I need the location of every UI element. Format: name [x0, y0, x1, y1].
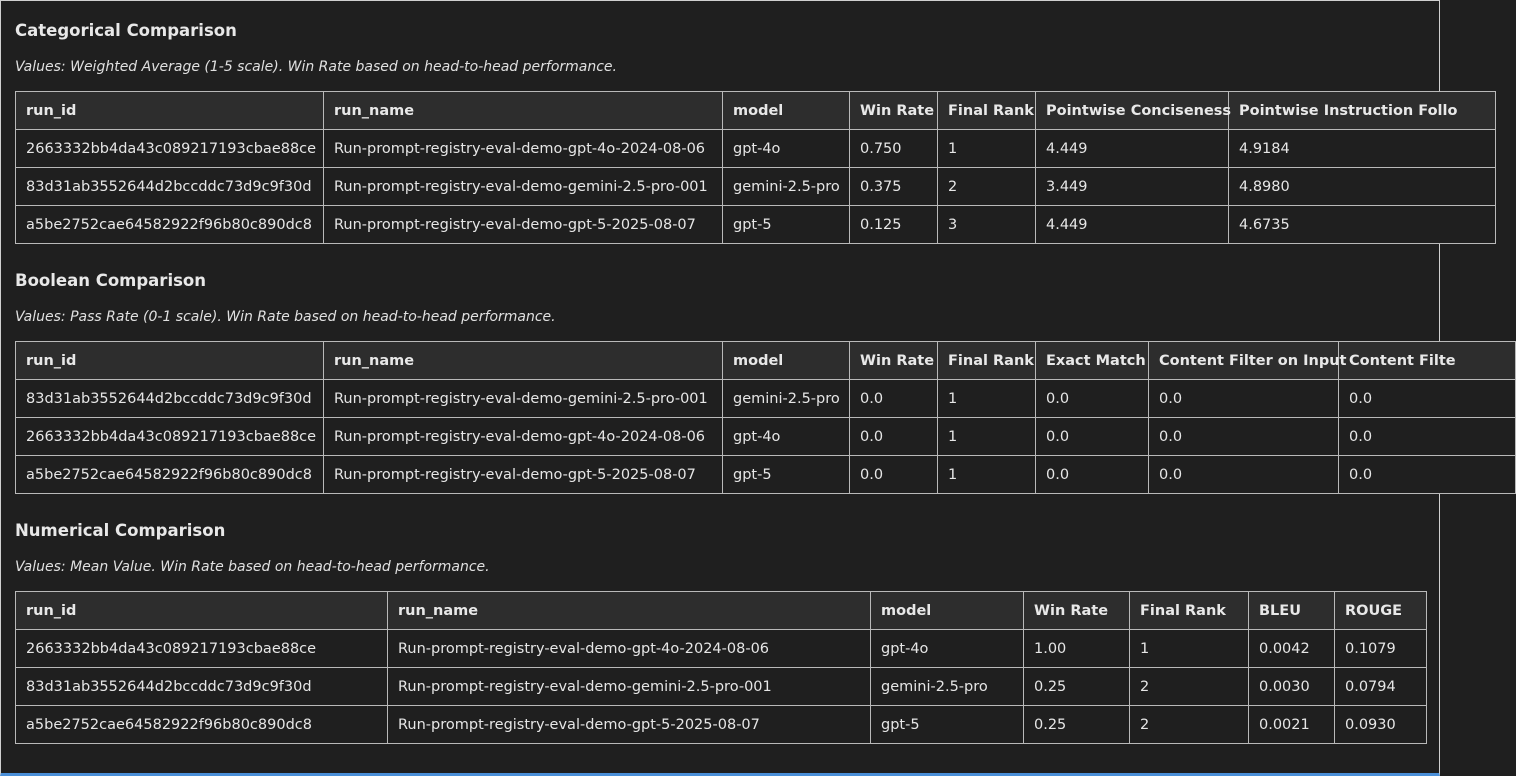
- table-row: [16, 206, 1496, 244]
- table-cell: 83d31ab3552644d2bccddc73d9c9f30d: [16, 380, 324, 418]
- table-cell: 1: [938, 380, 1036, 418]
- boolean-comparison-title: Boolean Comparison: [15, 271, 206, 290]
- table-header-row: [16, 592, 1427, 630]
- table-cell: 0.0: [1339, 456, 1516, 494]
- table-cell: 0.0: [1036, 418, 1149, 456]
- table-cell: 1: [938, 418, 1036, 456]
- column-header[interactable]: BLEU: [1249, 592, 1335, 630]
- column-header[interactable]: run_id: [16, 342, 324, 380]
- table-cell: 0.0: [1036, 380, 1149, 418]
- table-cell: gpt-4o: [723, 418, 850, 456]
- table-cell: 0.0042: [1249, 630, 1335, 668]
- table-header-row: [16, 342, 1516, 380]
- table-cell: 83d31ab3552644d2bccddc73d9c9f30d: [16, 168, 324, 206]
- table-cell: gpt-5: [871, 706, 1024, 744]
- column-header[interactable]: Pointwise Conciseness: [1036, 92, 1229, 130]
- table-cell: 0.0: [850, 456, 938, 494]
- categorical-comparison-title: Categorical Comparison: [15, 21, 237, 40]
- column-header[interactable]: Win Rate: [850, 342, 938, 380]
- column-header[interactable]: Content Filter on Input: [1149, 342, 1339, 380]
- table-cell: 0.375: [850, 168, 938, 206]
- table-cell: gemini-2.5-pro: [723, 168, 850, 206]
- table-cell: Run-prompt-registry-eval-demo-gemini-2.5-pro-001: [324, 168, 723, 206]
- table-cell: 0.25: [1024, 706, 1130, 744]
- table-cell: a5be2752cae64582922f96b80c890dc8: [16, 206, 324, 244]
- table-row: [16, 630, 1427, 668]
- table-cell: Run-prompt-registry-eval-demo-gemini-2.5-pro-001: [388, 668, 871, 706]
- column-header[interactable]: run_name: [388, 592, 871, 630]
- table-cell: 1: [938, 456, 1036, 494]
- table-cell: Run-prompt-registry-eval-demo-gpt-4o-2024-08-06: [324, 418, 723, 456]
- column-header[interactable]: model: [871, 592, 1024, 630]
- table-cell: 0.0: [1339, 380, 1516, 418]
- column-header[interactable]: ROUGE: [1335, 592, 1427, 630]
- column-header[interactable]: Exact Match: [1036, 342, 1149, 380]
- table-cell: 2: [1130, 706, 1249, 744]
- table-cell: Run-prompt-registry-eval-demo-gpt-5-2025-08-07: [324, 456, 723, 494]
- column-header[interactable]: model: [723, 342, 850, 380]
- table-cell: 0.1079: [1335, 630, 1427, 668]
- column-header[interactable]: run_id: [16, 92, 324, 130]
- table-cell: 0.0: [850, 418, 938, 456]
- table-row: [16, 418, 1516, 456]
- table-cell: 2: [1130, 668, 1249, 706]
- column-header[interactable]: Final Rank: [1130, 592, 1249, 630]
- table-cell: Run-prompt-registry-eval-demo-gemini-2.5-pro-001: [324, 380, 723, 418]
- numerical-comparison-note: Values: Mean Value. Win Rate based on head-to-head performance.: [15, 559, 490, 575]
- column-header[interactable]: model: [723, 92, 850, 130]
- table-cell: Run-prompt-registry-eval-demo-gpt-5-2025-08-07: [388, 706, 871, 744]
- table-cell: 83d31ab3552644d2bccddc73d9c9f30d: [16, 668, 388, 706]
- table-cell: gpt-5: [723, 456, 850, 494]
- numerical-comparison-table: [15, 591, 1427, 744]
- table-cell: 4.9184: [1229, 130, 1496, 168]
- column-header[interactable]: run_name: [324, 92, 723, 130]
- table-cell: 1.00: [1024, 630, 1130, 668]
- table-cell: 0.25: [1024, 668, 1130, 706]
- column-header[interactable]: Win Rate: [850, 92, 938, 130]
- table-cell: gemini-2.5-pro: [871, 668, 1024, 706]
- table-row: [16, 456, 1516, 494]
- table-cell: 2663332bb4da43c089217193cbae88ce: [16, 630, 388, 668]
- table-row: [16, 168, 1496, 206]
- table-cell: 4.449: [1036, 130, 1229, 168]
- table-cell: 0.125: [850, 206, 938, 244]
- boolean-comparison-note: Values: Pass Rate (0-1 scale). Win Rate based on head-to-head performance.: [15, 309, 556, 325]
- table-cell: 4.449: [1036, 206, 1229, 244]
- table-cell: 2663332bb4da43c089217193cbae88ce: [16, 418, 324, 456]
- column-header[interactable]: Content Filte: [1339, 342, 1516, 380]
- table-row: [16, 706, 1427, 744]
- boolean-comparison-table: [15, 341, 1516, 494]
- table-cell: 3: [938, 206, 1036, 244]
- column-header[interactable]: run_name: [324, 342, 723, 380]
- table-row: [16, 668, 1427, 706]
- table-cell: 0.0: [1149, 456, 1339, 494]
- column-header[interactable]: Final Rank: [938, 92, 1036, 130]
- column-header[interactable]: Pointwise Instruction Follo: [1229, 92, 1496, 130]
- table-cell: 2663332bb4da43c089217193cbae88ce: [16, 130, 324, 168]
- table-header-row: [16, 92, 1496, 130]
- table-cell: a5be2752cae64582922f96b80c890dc8: [16, 456, 324, 494]
- table-cell: 0.0930: [1335, 706, 1427, 744]
- table-cell: a5be2752cae64582922f96b80c890dc8: [16, 706, 388, 744]
- table-cell: gpt-5: [723, 206, 850, 244]
- table-cell: 1: [1130, 630, 1249, 668]
- table-cell: 4.8980: [1229, 168, 1496, 206]
- categorical-comparison-note: Values: Weighted Average (1-5 scale). Win Rate based on head-to-head performance.: [15, 59, 617, 75]
- table-cell: Run-prompt-registry-eval-demo-gpt-4o-2024-08-06: [388, 630, 871, 668]
- table-cell: 0.0: [1149, 380, 1339, 418]
- table-cell: 0.0030: [1249, 668, 1335, 706]
- table-cell: 0.0: [850, 380, 938, 418]
- numerical-comparison-title: Numerical Comparison: [15, 521, 226, 540]
- table-cell: 4.6735: [1229, 206, 1496, 244]
- column-header[interactable]: Final Rank: [938, 342, 1036, 380]
- table-cell: 0.750: [850, 130, 938, 168]
- table-cell: 0.0: [1036, 456, 1149, 494]
- table-cell: 1: [938, 130, 1036, 168]
- categorical-comparison-table: [15, 91, 1496, 244]
- table-cell: Run-prompt-registry-eval-demo-gpt-5-2025-08-07: [324, 206, 723, 244]
- table-row: [16, 380, 1516, 418]
- table-cell: Run-prompt-registry-eval-demo-gpt-4o-2024-08-06: [324, 130, 723, 168]
- table-cell: 2: [938, 168, 1036, 206]
- column-header[interactable]: run_id: [16, 592, 388, 630]
- table-cell: 0.0: [1339, 418, 1516, 456]
- table-cell: 0.0021: [1249, 706, 1335, 744]
- table-cell: gpt-4o: [871, 630, 1024, 668]
- table-cell: 0.0794: [1335, 668, 1427, 706]
- column-header[interactable]: Win Rate: [1024, 592, 1130, 630]
- table-cell: 0.0: [1149, 418, 1339, 456]
- table-cell: gemini-2.5-pro: [723, 380, 850, 418]
- table-cell: 3.449: [1036, 168, 1229, 206]
- table-cell: gpt-4o: [723, 130, 850, 168]
- table-row: [16, 130, 1496, 168]
